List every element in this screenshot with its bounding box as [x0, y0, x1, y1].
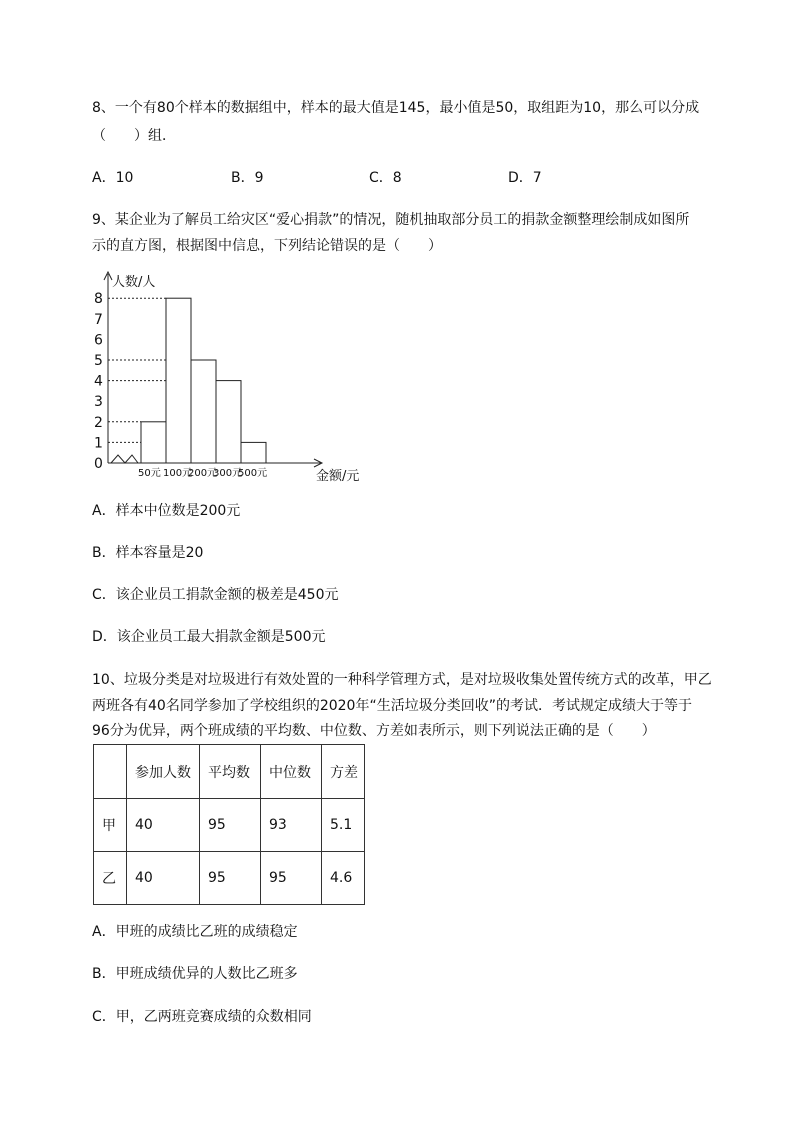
table-cell: 乙 — [94, 852, 127, 905]
table-header-row — [94, 745, 365, 799]
x-tick-label: 50元 — [138, 468, 161, 479]
table-cell: 95 — [200, 799, 261, 852]
table-cell: 93 — [261, 799, 322, 852]
x-tick-label: 100元 — [163, 468, 193, 479]
y-tick-label: 0 — [94, 456, 103, 472]
q10-stem-line3: 96分为优异，两个班成绩的平均数、中位数、方差如表所示，则下列说法正确的是（ ） — [92, 723, 656, 739]
y-tick-label: 1 — [94, 435, 103, 452]
score-table — [93, 744, 365, 905]
table-cell: 40 — [127, 799, 200, 852]
table-header-cell: 平均数 — [200, 745, 261, 799]
q9-option-a: A．样本中位数是200元 — [92, 503, 241, 519]
histogram-bar — [216, 381, 241, 463]
q10-stem-line1: 10、垃圾分类是对垃圾进行有效处置的一种科学管理方式，是对垃圾收集处置传统方式的改革，甲乙 — [92, 672, 712, 688]
table-header-cell: 方差 — [322, 745, 365, 799]
q9-stem-line2: 示的直方图，根据图中信息，下列结论错误的是（ ） — [92, 238, 442, 254]
table-header-cell: 参加人数 — [127, 745, 200, 799]
q9-option-c: C．该企业员工捐款金额的极差是450元 — [92, 587, 339, 603]
table-cell: 5.1 — [322, 799, 365, 852]
x-axis-break — [111, 455, 138, 463]
y-axis-label: 人数/人 — [112, 275, 156, 290]
histogram-bar — [141, 422, 166, 463]
table-cell: 40 — [127, 852, 200, 905]
table-row — [94, 799, 365, 852]
table-header-cell — [94, 745, 127, 799]
q8-option-d: D．7 — [508, 170, 542, 186]
x-axis-label: 金额/元 — [316, 469, 360, 484]
table-cell: 甲 — [94, 799, 127, 852]
y-tick-label: 3 — [94, 394, 103, 411]
table-header-cell: 中位数 — [261, 745, 322, 799]
x-tick-label: 200元 — [188, 468, 218, 479]
q10-option-b: B．甲班成绩优异的人数比乙班多 — [92, 966, 298, 982]
x-tick-label: 300元 — [213, 468, 243, 479]
histogram-bar — [241, 442, 266, 463]
q10-option-a: A．甲班的成绩比乙班的成绩稳定 — [92, 924, 298, 940]
y-tick-label: 6 — [94, 332, 103, 349]
y-tick-label: 5 — [94, 353, 103, 369]
q9-stem-line1: 9、某企业为了解员工给灾区“爱心捐款”的情况，随机抽取部分员工的捐款金额整理绘制成如图所 — [92, 212, 690, 228]
table-cell: 95 — [261, 852, 322, 905]
histogram-bar — [166, 298, 191, 463]
q9-option-b: B．样本容量是20 — [92, 545, 204, 561]
q10-stem-line2: 两班各有40名同学参加了学校组织的2020年“生活垃圾分类回收”的考试．考试规定成绩大于等于 — [92, 698, 692, 714]
y-tick-label: 7 — [94, 311, 103, 328]
histogram-chart — [86, 268, 376, 488]
table-row — [94, 852, 365, 905]
q8-option-a: A．10 — [92, 170, 134, 186]
table-cell: 95 — [200, 852, 261, 905]
table-cell: 4.6 — [322, 852, 365, 905]
q8-stem-line2: （ ）组． — [92, 128, 176, 144]
y-tick-label: 8 — [94, 291, 103, 308]
q9-option-d: D．该企业员工最大捐款金额是500元 — [92, 629, 326, 645]
histogram-bar — [191, 360, 216, 463]
q8-stem-line1: 8、一个有80个样本的数据组中，样本的最大值是145，最小值是50，取组距为10，那么可以分成 — [92, 100, 700, 116]
x-tick-label: 500元 — [238, 468, 268, 479]
y-tick-label: 2 — [94, 414, 103, 431]
q10-option-c: C．甲，乙两班竞赛成绩的众数相同 — [92, 1009, 312, 1025]
q8-option-b: B．9 — [231, 170, 264, 186]
q8-option-c: C．8 — [369, 170, 402, 186]
y-tick-label: 4 — [94, 373, 103, 390]
